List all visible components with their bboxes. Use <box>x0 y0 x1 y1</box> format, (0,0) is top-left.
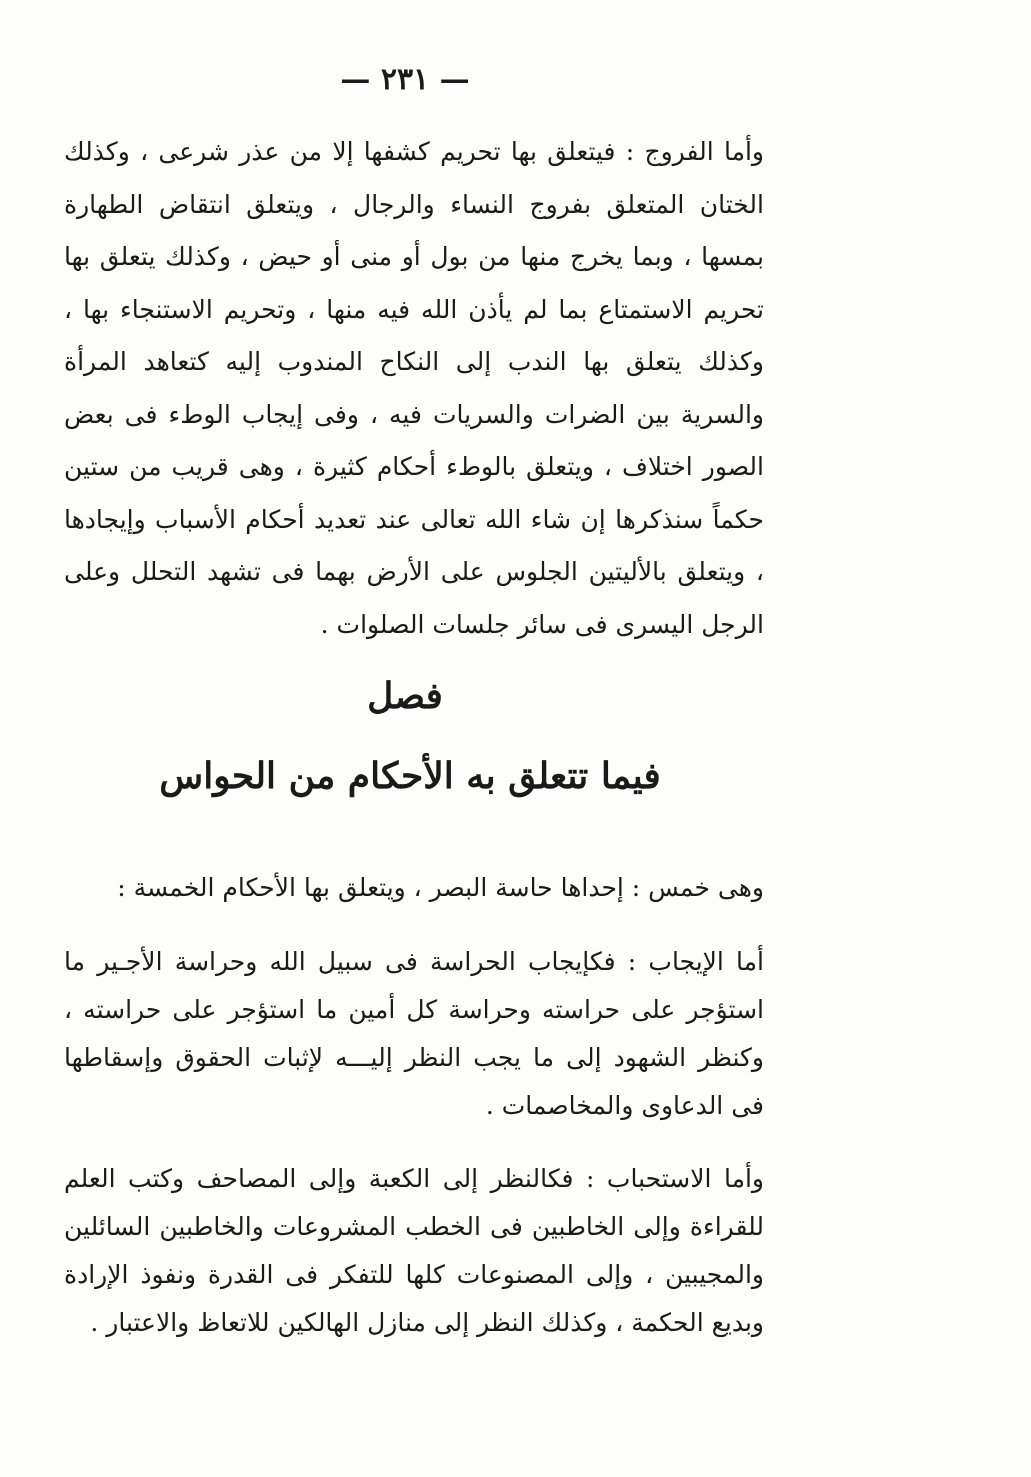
paragraph-text: وأما الفروج : فيتعلق بها تحريم كشفها إلا من عذر شرعى ، وكذلك الختان المتعلق بفروج النساء والرجال ، ويتعلق انتقاض الطهارة بمسها ، وبما يخرج منها من بول أو منى أو حيض ، وكذلك يتعلق بها تحريم الاستمتاع بما لم يأذن الله فيه منها ، وتحريم الاستنجاء بها ، وكذلك يتعلق بها الندب إلى النكاح المندوب إليه كتعاهد المرأة والسرية بين الضرات والسريات فيه ، وفى إيجاب الوطء فى بعض الصور اختلاف ، ويتعلق بالوطء أحكام كثيرة ، وهى قريب من ستين حكماً سنذكرها إن شاء الله تعالى عند تعديد أحكام الأسباب وإيجادها ، ويتعلق بالأليتين الجلوس على الأرض بهما فى تشهد التحلل وعلى الرجل اليسرى فى سائر جلسات الصلوات . <box>64 137 764 639</box>
paragraph-text: أما الإيجاب : فكإيجاب الحراسة فى سبيل الله وحراسة الأجـير ما استؤجر على حراسته وحراسة كل أمين ما استؤجر على حراسته ، وكنظر الشهود إلى ما يجب النظر إليـــه لإثبات الحقوق وإسقاطها فى الدعاوى والمخاصمات . <box>64 947 764 1120</box>
paragraph-furuj <box>64 126 764 651</box>
section-subtitle: فيما تتعلق به الأحكام من الحواس <box>159 755 661 797</box>
paragraph-intro-senses <box>64 862 764 915</box>
paragraph-ijab <box>64 938 764 1130</box>
paragraph-text: وهى خمس : إحداها حاسة البصر ، ويتعلق بها الأحكام الخمسة : <box>117 873 764 902</box>
paragraph-text: وأما الاستحباب : فكالنظر إلى الكعبة وإلى المصاحف وكتب العلم للقراءة وإلى الخاطبين فى الخطب المشروعات والخاطبين السائلين والمجيبين ، وإلى المصنوعات كلها للتفكر فى القدرة ونفوذ الإرادة وبديع الحكمة ، وكذلك النظر إلى منازل الهالكين للاتعاظ والاعتبار . <box>64 1164 764 1337</box>
paragraph-istihbab <box>64 1155 764 1347</box>
page-number: — ٢٣١ — <box>340 62 470 97</box>
section-heading: فصل <box>367 675 443 717</box>
